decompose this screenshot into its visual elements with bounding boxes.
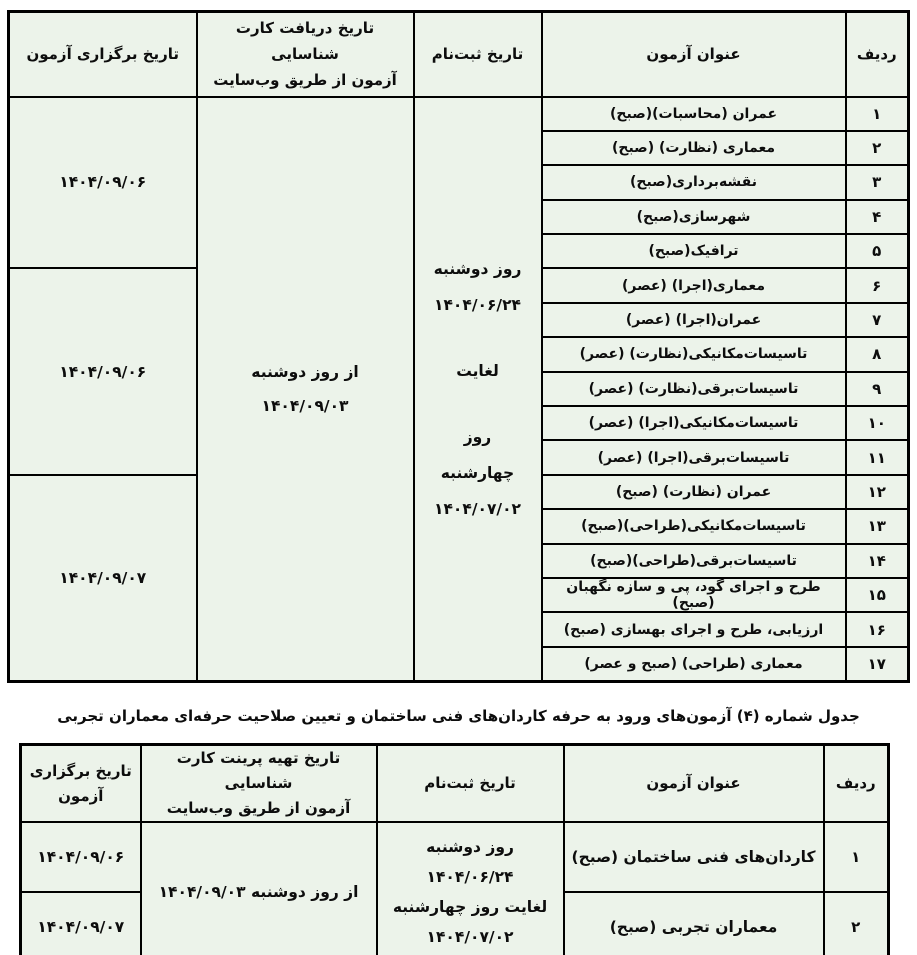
exam-date-cell: ۱۴۰۴/۰۹/۰۶ bbox=[9, 268, 197, 474]
row-number-cell: ۲ bbox=[824, 892, 889, 955]
exam-title-cell: ترافیک(صبح) bbox=[542, 234, 846, 268]
row-number-cell: ۱۴ bbox=[846, 544, 909, 578]
exam-title-cell: نقشه‌برداری(صبح) bbox=[542, 165, 846, 199]
row-number-cell: ۱۵ bbox=[846, 578, 909, 612]
exam-date-cell: ۱۴۰۴/۰۹/۰۶ bbox=[9, 97, 197, 269]
row-number-cell: ۸ bbox=[846, 337, 909, 371]
registration-line: ۱۴۰۴/۰۷/۰۲ bbox=[426, 927, 514, 946]
row-number-cell: ۲ bbox=[846, 131, 909, 165]
exam-title-cell: تاسیسات‌برقی(نظارت) (عصر) bbox=[542, 372, 846, 406]
exam-schedule-table-main bbox=[7, 10, 910, 683]
registration-line: ۱۴۰۴/۰۶/۲۴ bbox=[433, 295, 521, 314]
registration-line: روز دوشنبه bbox=[433, 259, 522, 278]
header-exam-date-line1: تاریخ برگزاری bbox=[29, 761, 132, 780]
table2-caption: جدول شماره (۴) آزمون‌های ورود به حرفه کاردان‌های فنی ساختمان و تعیین صلاحیت حرفه‌ای معماران تجربی bbox=[57, 707, 860, 725]
row-number-cell: ۱۷ bbox=[846, 647, 909, 681]
header-registration-date: تاریخ ثبت‌نام bbox=[414, 12, 542, 97]
header-card-date bbox=[141, 745, 377, 823]
row-number-cell: ۱ bbox=[824, 822, 889, 892]
header-registration-date: تاریخ ثبت‌نام bbox=[377, 745, 564, 823]
table2-body bbox=[21, 822, 889, 955]
exam-schedule-table-technicians bbox=[19, 743, 890, 955]
card-date-line1: از روز دوشنبه bbox=[251, 362, 359, 381]
exam-title-cell: تاسیسات‌برقی(طراحی)(صبح) bbox=[542, 544, 846, 578]
row-number-cell: ۱۰ bbox=[846, 406, 909, 440]
row-number-cell: ۱۳ bbox=[846, 509, 909, 543]
exam-date-cell: ۱۴۰۴/۰۹/۰۶ bbox=[21, 822, 141, 892]
exam-title-cell: تاسیسات‌مکانیکی(طراحی)(صبح) bbox=[542, 509, 846, 543]
exam-date-cell: ۱۴۰۴/۰۹/۰۷ bbox=[21, 892, 141, 955]
spacer bbox=[418, 323, 538, 353]
table1-body bbox=[9, 97, 909, 682]
table1-header bbox=[9, 12, 909, 97]
exam-title-cell: عمران (محاسبات)(صبح) bbox=[542, 97, 846, 131]
spacer bbox=[418, 389, 538, 419]
registration-line: لغایت روز چهارشنبه bbox=[392, 897, 548, 916]
registration-line: چهارشنبه bbox=[440, 463, 515, 482]
row-number-cell: ۱ bbox=[846, 97, 909, 131]
registration-period-cell bbox=[377, 822, 564, 955]
table-row bbox=[9, 97, 909, 131]
exam-title-cell: عمران (نظارت) (صبح) bbox=[542, 475, 846, 509]
row-number-cell: ۷ bbox=[846, 303, 909, 337]
exam-title-cell: معماران تجربی (صبح) bbox=[564, 892, 824, 955]
header-exam-date: تاریخ برگزاری آزمون bbox=[9, 12, 197, 97]
exam-title-cell: معماری (طراحی) (صبح و عصر) bbox=[542, 647, 846, 681]
header-row-number: ردیف bbox=[824, 745, 889, 823]
header-exam-date-line2: آزمون bbox=[58, 786, 104, 805]
row-number-cell: ۳ bbox=[846, 165, 909, 199]
registration-line: روز دوشنبه bbox=[426, 837, 514, 856]
registration-period-cell bbox=[414, 97, 542, 682]
header-row-number: ردیف bbox=[846, 12, 909, 97]
registration-line: روز bbox=[463, 427, 492, 446]
exam-title-cell: معماری (نظارت) (صبح) bbox=[542, 131, 846, 165]
exam-title-cell: شهرسازی(صبح) bbox=[542, 200, 846, 234]
table-row bbox=[21, 822, 889, 892]
header-card-date-line2: آزمون از طریق وب‌سایت bbox=[213, 71, 397, 90]
exam-title-cell: تاسیسات‌مکانیکی(نظارت) (عصر) bbox=[542, 337, 846, 371]
exam-date-cell: ۱۴۰۴/۰۹/۰۷ bbox=[9, 475, 197, 681]
header-exam-date bbox=[21, 745, 141, 823]
header-card-date bbox=[197, 12, 414, 97]
row-number-cell: ۹ bbox=[846, 372, 909, 406]
exam-title-cell: طرح و اجرای گود، پی و سازه نگهبان (صبح) bbox=[542, 578, 846, 612]
table1-header-row bbox=[9, 12, 909, 97]
registration-line: لغایت bbox=[456, 361, 499, 380]
exam-title-cell: عمران(اجرا) (عصر) bbox=[542, 303, 846, 337]
registration-line: ۱۴۰۴/۰۶/۲۴ bbox=[426, 867, 514, 886]
exam-title-cell: معماری(اجرا) (عصر) bbox=[542, 268, 846, 302]
exam-title-cell: ارزیابی، طرح و اجرای بهسازی (صبح) bbox=[542, 612, 846, 646]
row-number-cell: ۱۲ bbox=[846, 475, 909, 509]
exam-title-cell: کاردان‌های فنی ساختمان (صبح) bbox=[564, 822, 824, 892]
exam-title-cell: تاسیسات‌مکانیکی(اجرا) (عصر) bbox=[542, 406, 846, 440]
table2-header-row bbox=[21, 745, 889, 823]
row-number-cell: ۶ bbox=[846, 268, 909, 302]
card-date-line2: ۱۴۰۴/۰۹/۰۳ bbox=[261, 396, 349, 415]
row-number-cell: ۵ bbox=[846, 234, 909, 268]
table2-header bbox=[21, 745, 889, 823]
exam-title-cell: تاسیسات‌برقی(اجرا) (عصر) bbox=[542, 440, 846, 474]
card-receive-date-cell bbox=[197, 97, 414, 682]
row-number-cell: ۱۶ bbox=[846, 612, 909, 646]
registration-line: ۱۴۰۴/۰۷/۰۲ bbox=[433, 499, 521, 518]
header-card-date-line1: تاریخ تهیه پرینت کارت شناسایی bbox=[176, 749, 341, 792]
header-exam-title: عنوان آزمون bbox=[564, 745, 824, 823]
row-number-cell: ۱۱ bbox=[846, 440, 909, 474]
row-number-cell: ۴ bbox=[846, 200, 909, 234]
card-print-date-cell: از روز دوشنبه ۱۴۰۴/۰۹/۰۳ bbox=[141, 822, 377, 955]
header-exam-title: عنوان آزمون bbox=[542, 12, 846, 97]
header-card-date-line1: تاریخ دریافت کارت شناسایی bbox=[235, 19, 375, 64]
header-card-date-line2: آزمون از طریق وب‌سایت bbox=[166, 799, 351, 817]
